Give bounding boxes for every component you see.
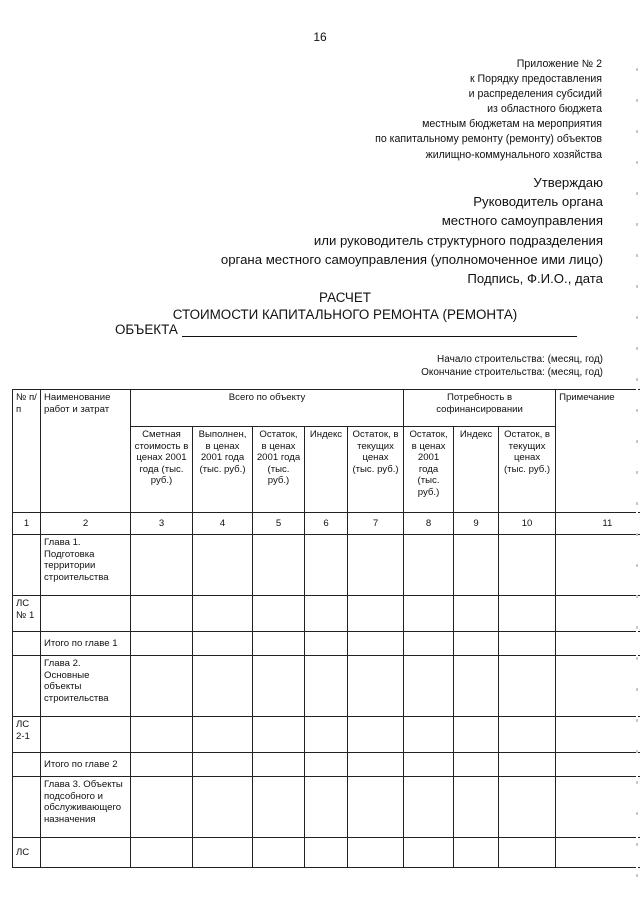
approval-line: Утверждаю bbox=[533, 175, 603, 190]
table-cell[interactable] bbox=[499, 596, 556, 632]
table-cell[interactable] bbox=[131, 632, 193, 656]
approval-line: местного самоуправления bbox=[441, 213, 603, 229]
table-cell[interactable] bbox=[499, 753, 556, 777]
row-name: Итого по главе 2 bbox=[41, 753, 131, 777]
table-cell[interactable] bbox=[193, 777, 253, 838]
table-cell[interactable] bbox=[305, 777, 348, 838]
row-name bbox=[41, 596, 131, 632]
start-date: Начало строительства: (месяц, год) bbox=[437, 354, 603, 365]
row-num bbox=[13, 656, 41, 717]
appendix-line: местным бюджетам на мероприятия bbox=[422, 118, 602, 131]
table-cell[interactable] bbox=[404, 656, 454, 717]
row-num bbox=[13, 535, 41, 596]
column-number: 2 bbox=[41, 513, 131, 535]
row-name bbox=[41, 838, 131, 868]
table-row bbox=[13, 596, 640, 632]
end-date: Окончание строительства: (месяц, год) bbox=[421, 367, 603, 378]
scan-edge-mark bbox=[636, 40, 638, 900]
table-row bbox=[13, 838, 640, 868]
table-row bbox=[13, 777, 640, 838]
table-cell[interactable] bbox=[253, 632, 305, 656]
subheader-done: Выполнен, в ценах 2001 года (тыс. руб.) bbox=[193, 427, 253, 513]
appendix-line: жилищно-коммунального хозяйства bbox=[425, 148, 602, 161]
approval-line: или руководитель структурного подразделения bbox=[313, 232, 603, 248]
table-cell[interactable] bbox=[193, 753, 253, 777]
table-cell[interactable] bbox=[253, 753, 305, 777]
table-cell[interactable] bbox=[348, 656, 404, 717]
table-cell[interactable] bbox=[131, 753, 193, 777]
table-cell[interactable] bbox=[348, 777, 404, 838]
table-cell[interactable] bbox=[556, 717, 640, 753]
table-cell[interactable] bbox=[556, 656, 640, 717]
table-cell[interactable] bbox=[253, 656, 305, 717]
table-cell[interactable] bbox=[499, 535, 556, 596]
table-cell[interactable] bbox=[131, 717, 193, 753]
table-cell[interactable] bbox=[348, 717, 404, 753]
table-cell[interactable] bbox=[454, 717, 499, 753]
column-number: 6 bbox=[305, 513, 348, 535]
column-number: 1 bbox=[13, 513, 41, 535]
subheader-index: Индекс bbox=[305, 427, 348, 513]
title-line-2: СТОИМОСТИ КАПИТАЛЬНОГО РЕМОНТА (РЕМОНТА) bbox=[172, 307, 518, 322]
table-row bbox=[13, 632, 640, 656]
column-number: 7 bbox=[348, 513, 404, 535]
table-cell[interactable] bbox=[193, 535, 253, 596]
table-cell[interactable] bbox=[305, 596, 348, 632]
table-cell[interactable] bbox=[305, 838, 348, 868]
table-cell[interactable] bbox=[404, 838, 454, 868]
table-cell[interactable] bbox=[348, 838, 404, 868]
column-number: 4 bbox=[193, 513, 253, 535]
table-cell[interactable] bbox=[131, 656, 193, 717]
table-cell[interactable] bbox=[499, 777, 556, 838]
table-cell[interactable] bbox=[556, 777, 640, 838]
table-cell[interactable] bbox=[454, 535, 499, 596]
row-name bbox=[41, 717, 131, 753]
appendix-line: к Порядку предоставления bbox=[469, 73, 602, 86]
table-cell[interactable] bbox=[348, 753, 404, 777]
table-cell[interactable] bbox=[556, 596, 640, 632]
table-cell[interactable] bbox=[193, 838, 253, 868]
subheader-need-rest: Остаток, в ценах 2001 года (тыс. руб.) bbox=[404, 427, 454, 513]
header-note: Примечание bbox=[556, 390, 640, 513]
header-total: Всего по объекту bbox=[131, 390, 404, 427]
header-need: Потребность в софинансировании bbox=[404, 390, 556, 427]
table-row bbox=[13, 656, 640, 717]
table-cell[interactable] bbox=[193, 717, 253, 753]
table-cell[interactable] bbox=[253, 596, 305, 632]
table-cell[interactable] bbox=[253, 717, 305, 753]
object-label: ОБЪЕКТА bbox=[115, 322, 178, 337]
title-line-1: РАСЧЕТ bbox=[319, 290, 371, 305]
table-cell[interactable] bbox=[131, 535, 193, 596]
construction-dates bbox=[421, 353, 603, 379]
table-cell[interactable] bbox=[305, 656, 348, 717]
table-cell[interactable] bbox=[305, 632, 348, 656]
table-cell[interactable] bbox=[454, 632, 499, 656]
column-number-row bbox=[13, 513, 640, 535]
table-cell[interactable] bbox=[454, 656, 499, 717]
table-cell[interactable] bbox=[556, 535, 640, 596]
table-cell[interactable] bbox=[404, 632, 454, 656]
row-num: ЛС 2-1 bbox=[13, 717, 41, 753]
row-num: ЛС bbox=[13, 838, 41, 868]
table-cell[interactable] bbox=[305, 535, 348, 596]
approval-line: Подпись, Ф.И.О., дата bbox=[467, 271, 603, 287]
table-cell[interactable] bbox=[404, 717, 454, 753]
table-cell[interactable] bbox=[131, 838, 193, 868]
table-cell[interactable] bbox=[193, 632, 253, 656]
table-cell[interactable] bbox=[348, 596, 404, 632]
subheader-need-index: Индекс bbox=[454, 427, 499, 513]
table-cell[interactable] bbox=[499, 838, 556, 868]
header-num: № п/п bbox=[13, 390, 41, 513]
row-num bbox=[13, 632, 41, 656]
table-cell[interactable] bbox=[131, 596, 193, 632]
table-cell[interactable] bbox=[305, 753, 348, 777]
column-number: 3 bbox=[131, 513, 193, 535]
subheader-rest: Остаток, в ценах 2001 года (тыс. руб.) bbox=[253, 427, 305, 513]
column-number: 11 bbox=[556, 513, 640, 535]
approval-line: органа местного самоуправления (уполномоченное ими лицо) bbox=[220, 251, 603, 267]
table-cell[interactable] bbox=[499, 717, 556, 753]
table-cell[interactable] bbox=[253, 535, 305, 596]
table-cell[interactable] bbox=[253, 838, 305, 868]
table-cell[interactable] bbox=[131, 777, 193, 838]
table-cell[interactable] bbox=[348, 632, 404, 656]
column-number: 10 bbox=[499, 513, 556, 535]
table-row bbox=[13, 535, 640, 596]
table-cell[interactable] bbox=[404, 535, 454, 596]
page-number: 16 bbox=[313, 30, 327, 44]
appendix-line: из областного бюджета bbox=[487, 103, 602, 116]
row-num: ЛС № 1 bbox=[13, 596, 41, 632]
approval-line: Руководитель органа bbox=[473, 194, 603, 210]
appendix-line: по капитальному ремонту (ремонту) объектов bbox=[375, 133, 602, 146]
table-cell[interactable] bbox=[404, 753, 454, 777]
cost-table bbox=[12, 389, 640, 868]
appendix-line: Приложение № 2 bbox=[516, 58, 602, 70]
subheader-need-rest-current: Остаток, в текущих ценах (тыс. руб.) bbox=[499, 427, 556, 513]
table-cell[interactable] bbox=[454, 838, 499, 868]
object-name-field[interactable] bbox=[182, 336, 577, 337]
table-cell[interactable] bbox=[556, 753, 640, 777]
table-cell[interactable] bbox=[454, 777, 499, 838]
appendix-block bbox=[375, 57, 602, 163]
appendix-line: и распределения субсидий bbox=[468, 88, 602, 101]
table-cell[interactable] bbox=[454, 753, 499, 777]
table-cell[interactable] bbox=[556, 838, 640, 868]
table-cell[interactable] bbox=[305, 717, 348, 753]
table-cell[interactable] bbox=[499, 632, 556, 656]
table-cell[interactable] bbox=[404, 777, 454, 838]
column-number: 8 bbox=[404, 513, 454, 535]
table-cell[interactable] bbox=[193, 596, 253, 632]
table-cell[interactable] bbox=[454, 596, 499, 632]
column-number: 9 bbox=[454, 513, 499, 535]
row-name: Итого по главе 1 bbox=[41, 632, 131, 656]
document-title bbox=[0, 289, 640, 323]
header-row bbox=[13, 390, 640, 427]
row-name: Глава 2. Основные объекты строительства bbox=[41, 656, 131, 717]
table-row bbox=[13, 717, 640, 753]
row-num bbox=[13, 753, 41, 777]
subheader-rest-current: Остаток, в текущих ценах (тыс. руб.) bbox=[348, 427, 404, 513]
table-cell[interactable] bbox=[253, 777, 305, 838]
table-cell[interactable] bbox=[193, 656, 253, 717]
table-cell[interactable] bbox=[556, 632, 640, 656]
table-row bbox=[13, 753, 640, 777]
header-name: Наименование работ и затрат bbox=[41, 390, 131, 513]
approval-block bbox=[221, 173, 603, 288]
table-cell[interactable] bbox=[499, 656, 556, 717]
table-cell[interactable] bbox=[404, 596, 454, 632]
row-name: Глава 3. Объекты подсобного и обслуживающего назначения bbox=[41, 777, 131, 838]
row-name: Глава 1. Подготовка территории строительства bbox=[41, 535, 131, 596]
table-cell[interactable] bbox=[348, 535, 404, 596]
row-num bbox=[13, 777, 41, 838]
subheader-estimate: Сметная стоимость в ценах 2001 года (тыс. руб.) bbox=[131, 427, 193, 513]
column-number: 5 bbox=[253, 513, 305, 535]
